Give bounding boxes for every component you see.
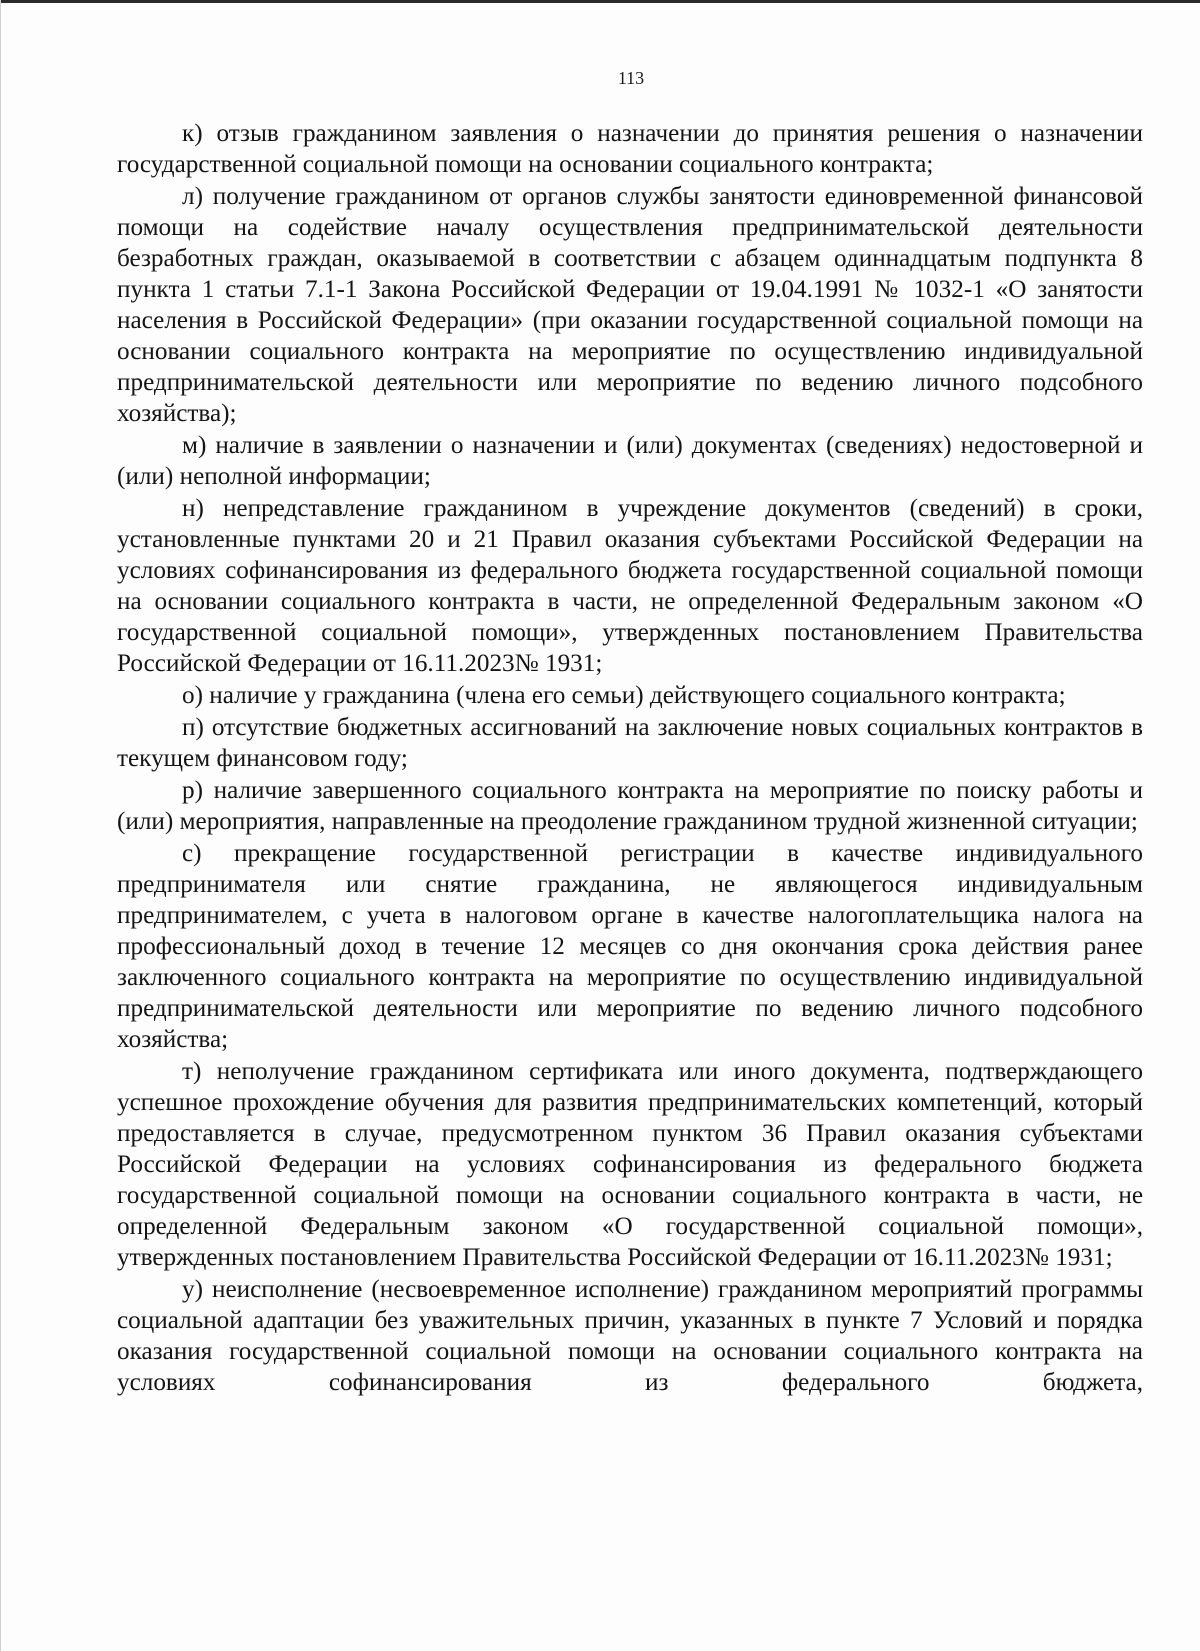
paragraph-n: н) непредставление гражданином в учреждение документов (сведений) в сроки, установленные пунктами 20 и 21 Правил оказания субъектами Российской Федерации на условиях софинансирования из федерального бюджета государственной социальной помощи на основании социального контракта в части, не определенной Федеральным законом «О государственной социальной помощи», утвержденных постановлением Правительства Российской Федерации от 16.11.2023№ 1931; [117,495,1143,677]
paragraph-m: м) наличие в заявлении о назначении и (или) документах (сведениях) недостоверной и (или) неполной информации; [117,432,1143,490]
paragraph-r: р) наличие завершенного социального контракта на мероприятие по поиску работы и (или) мероприятия, направленные на преодоление гражданином трудной жизненной ситуации; [117,777,1143,835]
paragraph-t: т) неполучение гражданином сертификата или иного документа, подтверждающего успешное прохождение обучения для развития предпринимательских компетенций, который предоставляется в случае, предусмотренном пунктом 36 Правил оказания субъектами Российской Федерации на условиях софинансирования из федерального бюджета государственной социальной помощи на основании социального контракта в части, не определенной Федеральным законом «О государственной социальной помощи», утвержденных постановлением Правительства Российской Федерации от 16.11.2023№ 1931; [117,1058,1143,1271]
paragraph-p: п) отсутствие бюджетных ассигнований на заключение новых социальных контрактов в текущем финансовом году; [117,714,1143,772]
scan-top-edge [1,0,1200,3]
paragraph-s: с) прекращение государственной регистрации в качестве индивидуального предпринимателя или снятие гражданина, не являющегося индивидуальным предпринимателем, с учета в налоговом органе в качестве налогоплательщика налога на профессиональный доход в течение 12 месяцев со дня окончания срока действия ранее заключенного социального контракта на мероприятие по осуществлению индивидуальной предпринимательской деятельности или мероприятие по ведению личного подсобного хозяйства; [117,840,1143,1053]
page-number: 113 [617,68,645,88]
paragraph-k: к) отзыв гражданином заявления о назначении до принятия решения о назначении государственной социальной помощи на основании социального контракта; [117,120,1143,178]
document-body [117,118,1143,1399]
paragraph-o: о) наличие у гражданина (члена его семьи) действующего социального контракта; [182,682,1066,709]
paragraph-l: л) получение гражданином от органов службы занятости единовременной финансовой помощи на содействие началу осуществления предпринимательской деятельности безработных граждан, оказываемой в соответствии с абзацем одиннадцатым подпункта 8 пункта 1 статьи 7.1-1 Закона Российской Федерации от 19.04.1991 № 1032-1 «О занятости населения в Российской Федерации» (при оказании государственной социальной помощи на основании социального контракта на мероприятие по осуществлению индивидуальной предпринимательской деятельности или мероприятие по ведению личного подсобного хозяйства); [117,183,1143,427]
paragraph-u: у) неисполнение (несвоевременное исполнение) гражданином мероприятий программы социальной адаптации без уважительных причин, указанных в пункте 7 Условий и порядка оказания государственной социальной помощи на основании социального контракта на условиях софинансирования из федерального бюджета, [117,1276,1143,1396]
